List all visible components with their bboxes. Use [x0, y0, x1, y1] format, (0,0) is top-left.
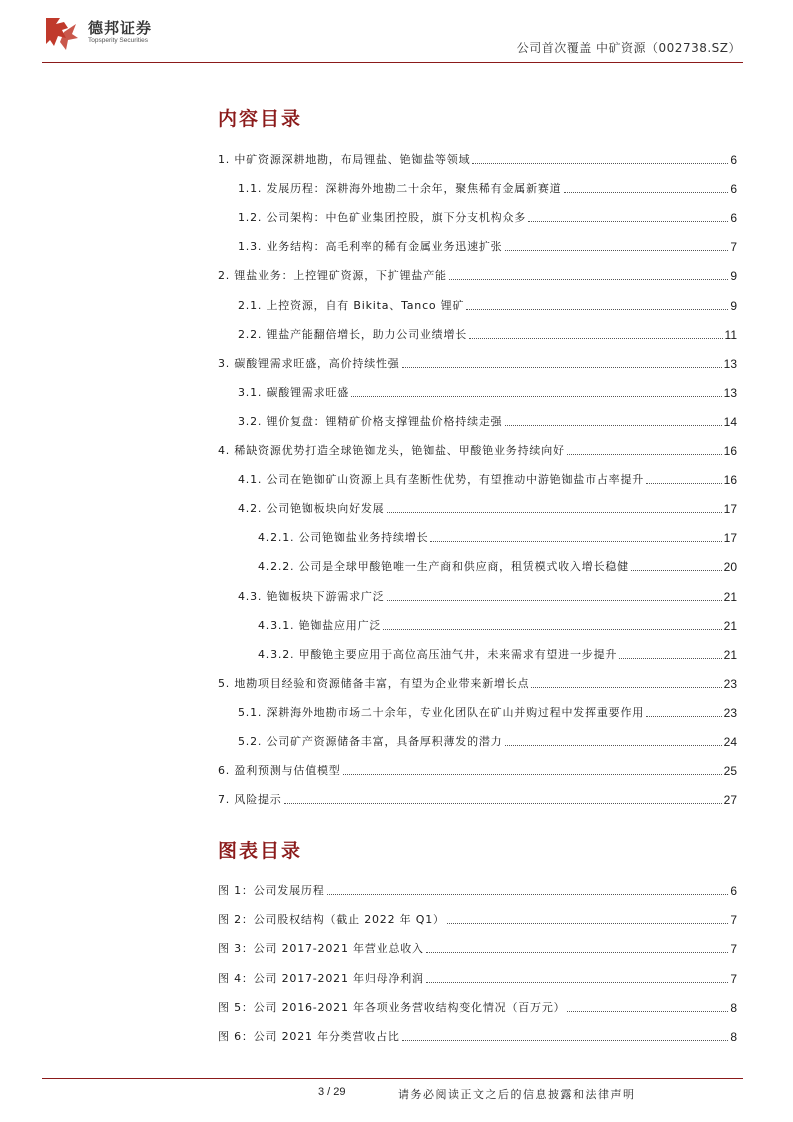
entry-page-number: 8	[730, 1030, 737, 1044]
entry-page-number: 7	[730, 971, 737, 986]
entry-label: 4.2. 公司铯铷板块向好发展	[238, 502, 385, 516]
entry-label: 3.2. 锂价复盘：锂精矿价格支撑锂盐价格持续走强	[238, 414, 503, 428]
dot-leader	[564, 192, 729, 193]
toc-entry[interactable]	[218, 496, 737, 516]
footer-divider	[42, 1078, 743, 1079]
brand-name-en: Topsperity Securities	[88, 37, 148, 44]
toc-entry[interactable]	[218, 263, 737, 283]
dot-leader	[631, 570, 722, 571]
entry-page-number: 6	[730, 211, 737, 226]
dot-leader	[402, 1040, 729, 1041]
toc-entry[interactable]	[218, 671, 737, 691]
entry-label: 7. 风险提示	[218, 793, 282, 807]
toc-entry[interactable]	[218, 205, 737, 225]
entry-label: 2. 锂盐业务：上控锂矿资源，下扩锂盐产能	[218, 269, 447, 283]
header-divider	[42, 62, 743, 63]
entry-label: 4.2.1. 公司铯铷盐业务持续增长	[258, 531, 429, 545]
entry-page-number: 20	[723, 560, 737, 575]
toc-entry[interactable]	[218, 758, 737, 778]
dot-leader	[528, 221, 728, 222]
dot-leader	[567, 454, 722, 455]
page-header	[0, 0, 793, 64]
toc-entry[interactable]	[218, 554, 737, 574]
dot-leader	[351, 396, 722, 397]
entry-page-number: 21	[723, 647, 737, 662]
entry-page-number: 27	[723, 793, 737, 808]
dot-leader	[447, 923, 728, 924]
toc-entry[interactable]	[218, 438, 737, 458]
entry-page-number: 17	[723, 502, 737, 517]
toc-entry[interactable]	[218, 380, 737, 400]
entry-label: 6. 盈利预测与估值模型	[218, 764, 341, 778]
dot-leader	[646, 716, 722, 717]
figure-entry[interactable]	[218, 995, 737, 1015]
dot-leader	[505, 745, 722, 746]
dot-leader	[505, 250, 729, 251]
dot-leader	[531, 687, 721, 688]
entry-label: 2.2. 锂盐产能翻倍增长，助力公司业绩增长	[238, 327, 468, 341]
entry-page-number: 9	[730, 269, 737, 284]
entry-label: 图 2：公司股权结构（截止 2022 年 Q1）	[218, 913, 445, 927]
entry-label: 3. 碳酸锂需求旺盛，高价持续性强	[218, 356, 400, 370]
toc-entry[interactable]	[218, 293, 737, 313]
entry-page-number: 6	[730, 182, 737, 197]
toc-entry[interactable]	[218, 234, 737, 254]
entry-label: 1. 中矿资源深耕地勘，布局锂盐、铯铷盐等领域	[218, 153, 471, 166]
entry-label: 图 4：公司 2017-2021 年归母净利润	[218, 971, 424, 985]
toc-entry[interactable]	[218, 700, 737, 720]
figure-entry[interactable]	[218, 878, 737, 898]
entry-page-number: 6	[730, 153, 737, 167]
entry-label: 3.1. 碳酸锂需求旺盛	[238, 385, 350, 399]
figure-entry[interactable]	[218, 966, 737, 986]
toc-entry[interactable]	[218, 322, 737, 342]
toc-entry[interactable]	[218, 409, 737, 429]
dot-leader	[619, 658, 721, 659]
dragon-logo-icon	[42, 14, 82, 54]
entry-label: 4.3. 铯铷板块下游需求广泛	[238, 589, 385, 603]
entry-page-number: 11	[724, 327, 737, 342]
dot-leader	[383, 629, 721, 630]
dot-leader	[469, 338, 722, 339]
dot-leader	[430, 541, 721, 542]
entry-label: 1.1. 发展历程：深耕海外地勘二十余年，聚焦稀有金属新赛道	[238, 182, 562, 196]
dot-leader	[343, 774, 722, 775]
entry-page-number: 24	[723, 735, 737, 749]
entry-label: 图 1：公司发展历程	[218, 884, 325, 897]
dot-leader	[646, 483, 722, 484]
entry-page-number: 7	[730, 913, 737, 928]
toc-entry[interactable]	[218, 613, 737, 633]
figure-entry[interactable]	[218, 936, 737, 956]
dot-leader	[387, 600, 722, 601]
figure-entry[interactable]	[218, 1024, 737, 1044]
toc-entry[interactable]	[218, 467, 737, 487]
entry-page-number: 8	[730, 1000, 737, 1015]
entry-page-number: 21	[723, 618, 737, 633]
dot-leader	[449, 279, 729, 280]
dot-leader	[567, 1011, 728, 1012]
report-title: 公司首次覆盖 中矿资源（002738.SZ）	[516, 41, 741, 55]
entry-page-number: 16	[723, 444, 737, 458]
dot-leader	[505, 425, 722, 426]
toc-entry[interactable]	[218, 729, 737, 749]
entry-page-number: 7	[730, 240, 737, 255]
dot-leader	[327, 894, 729, 895]
brand-name: 德邦证券	[88, 19, 153, 37]
entry-label: 4.3.2. 甲酸铯主要应用于高位高压油气井，未来需求有望进一步提升	[258, 647, 618, 661]
dot-leader	[466, 309, 728, 310]
entry-page-number: 7	[730, 942, 737, 957]
toc-entry[interactable]	[218, 525, 737, 545]
toc-entry[interactable]	[218, 584, 737, 604]
dot-leader	[472, 163, 728, 164]
toc-entry[interactable]	[218, 147, 737, 167]
footer-disclaimer: 请务必阅读正文之后的信息披露和法律声明	[398, 1088, 636, 1101]
entry-label: 4.3.1. 铯铷盐应用广泛	[258, 618, 382, 632]
dot-leader	[402, 367, 722, 368]
entry-label: 2.1. 上控资源，自有 Bikita、Tanco 锂矿	[238, 298, 465, 312]
toc-entry[interactable]	[218, 787, 737, 807]
entry-label: 图 3：公司 2017-2021 年营业总收入	[218, 942, 424, 956]
toc-entry[interactable]	[218, 351, 737, 371]
dot-leader	[426, 982, 728, 983]
dot-leader	[387, 512, 722, 513]
toc-entry[interactable]	[218, 176, 737, 196]
entry-label: 5.1. 深耕海外地勘市场二十余年，专业化团队在矿山并购过程中发挥重要作用	[238, 705, 645, 719]
entry-label: 4. 稀缺资源优势打造全球铯铷龙头，铯铷盐、甲酸铯业务持续向好	[218, 444, 565, 457]
entry-label: 4.1. 公司在铯铷矿山资源上具有垄断性优势，有望推动中游铯铷盐市占率提升	[238, 473, 645, 487]
entry-page-number: 14	[723, 414, 737, 429]
entry-label: 1.3. 业务结构：高毛利率的稀有金属业务迅速扩张	[238, 240, 503, 254]
entry-page-number: 6	[730, 884, 737, 898]
entry-label: 图 6：公司 2021 年分类营收占比	[218, 1030, 400, 1043]
entry-page-number: 13	[723, 385, 737, 400]
dot-leader	[426, 952, 728, 953]
toc-entry[interactable]	[218, 642, 737, 662]
entry-label: 1.2. 公司架构：中色矿业集团控股，旗下分支机构众多	[238, 211, 527, 225]
entry-page-number: 21	[723, 589, 737, 604]
entry-page-number: 23	[723, 676, 737, 691]
entry-page-number: 17	[723, 531, 737, 546]
entry-page-number: 9	[730, 298, 737, 313]
contents-title: 内容目录	[218, 108, 303, 130]
figures-title: 图表目录	[218, 840, 303, 862]
entry-label: 图 5：公司 2016-2021 年各项业务营收结构变化情况（百万元）	[218, 1000, 566, 1014]
entry-page-number: 13	[723, 356, 737, 371]
figure-entry[interactable]	[218, 907, 737, 927]
page-number: 3 / 29	[318, 1086, 346, 1098]
entry-label: 5. 地勘项目经验和资源储备丰富，有望为企业带来新增长点	[218, 676, 530, 690]
entry-page-number: 25	[723, 764, 737, 779]
dot-leader	[284, 803, 722, 804]
entry-page-number: 23	[723, 705, 737, 720]
entry-label: 5.2. 公司矿产资源储备丰富，具备厚积薄发的潜力	[238, 735, 503, 748]
entry-page-number: 16	[723, 473, 737, 488]
entry-label: 4.2.2. 公司是全球甲酸铯唯一生产商和供应商，租赁模式收入增长稳健	[258, 560, 629, 574]
